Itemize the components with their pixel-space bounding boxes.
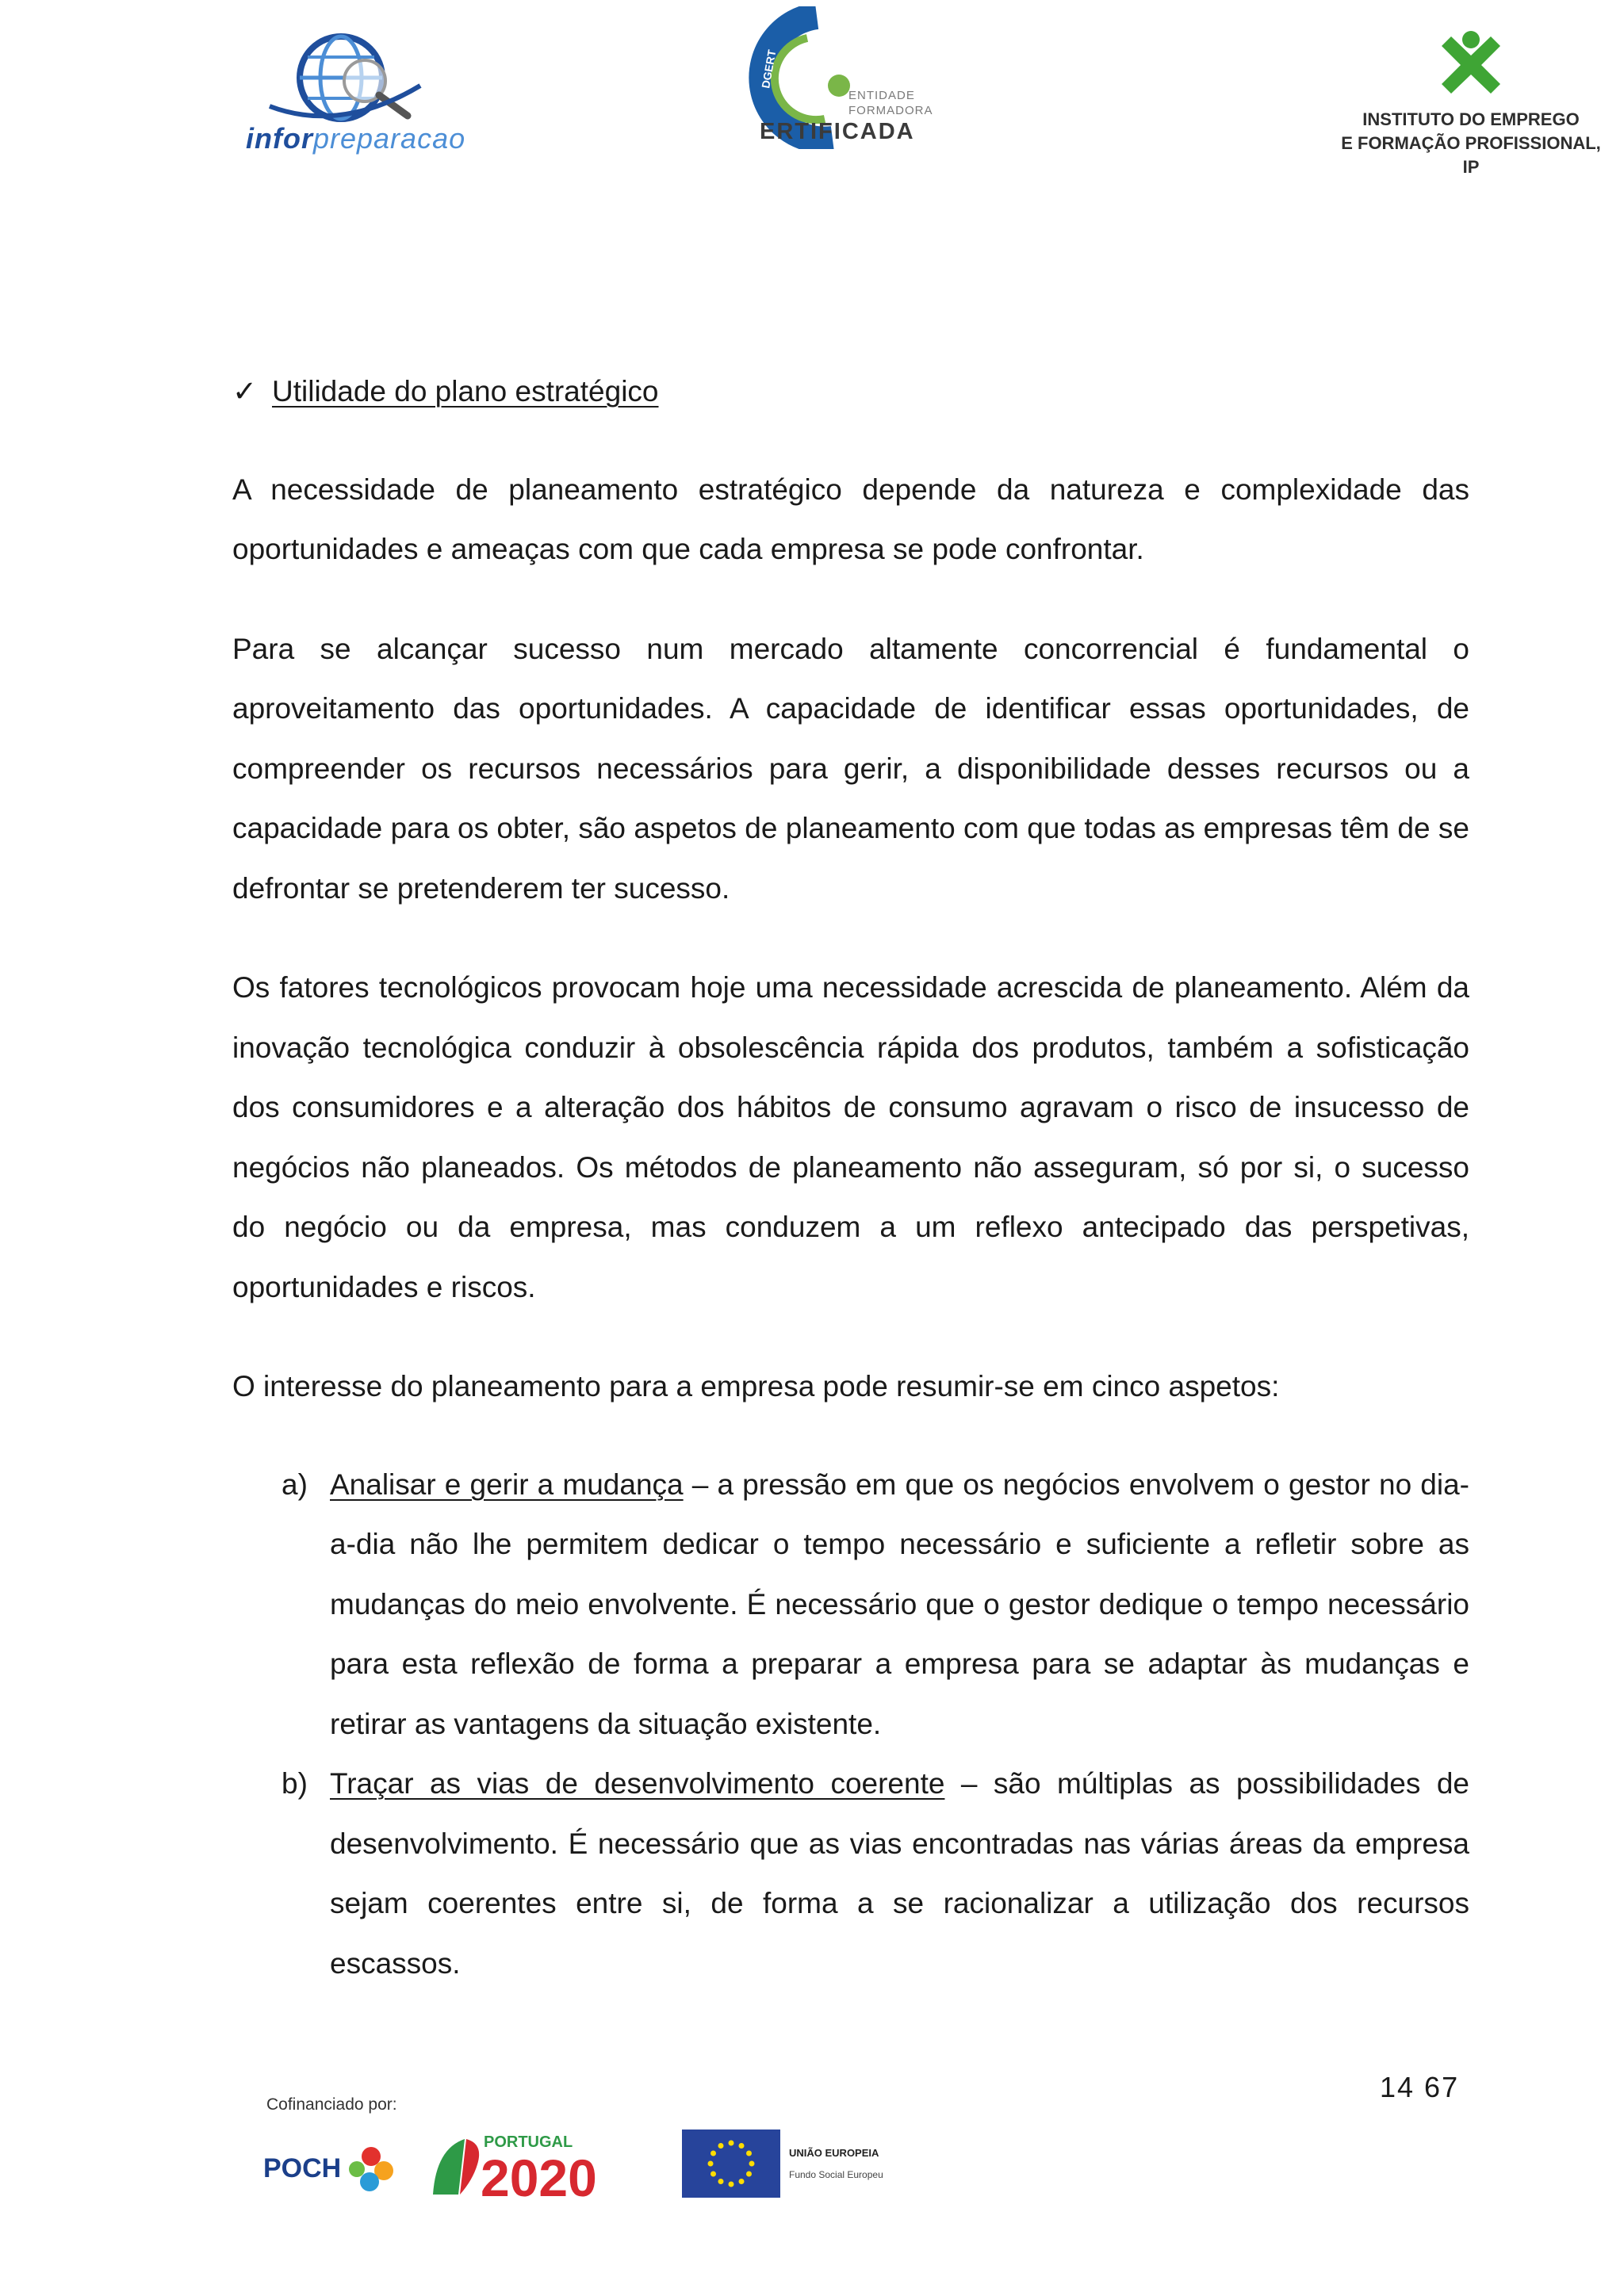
list-item-title: Traçar as vias de desenvolvimento coerente (330, 1767, 945, 1800)
eu-star-icon (739, 2143, 745, 2149)
iefp-logo (1340, 30, 1602, 177)
iefp-line2: E FORMAÇÃO PROFISSIONAL, IP (1341, 133, 1601, 177)
eu-star-icon (746, 2172, 752, 2177)
eu-star-icon (710, 2151, 716, 2156)
eu-fse-logo (682, 2130, 912, 2198)
logo-text-preparacao: preparacao (312, 122, 466, 155)
paragraph-4: O interesse do planeamento para a empresa pode resumir-se em cinco aspetos: (232, 1370, 1280, 1402)
inforpreparacao-wordmark (246, 122, 465, 155)
globe-magnifier-icon (238, 30, 468, 125)
eu-star-icon (710, 2172, 716, 2177)
page-number: 14 67 (1380, 2071, 1460, 2103)
list-item-text: – são múltiplas as possibilidades de desenvolvimento. É necessário que as vias encontradas nas várias áreas da empresa sejam coerentes entre si, de forma a se racionalizar a utilização dos recursos escassos. (330, 1767, 1469, 1980)
cofinanced-label: Cofinanciado por: (266, 2095, 397, 2114)
dgert-vertical-text: DGERT (759, 48, 779, 90)
aspects-list (232, 1455, 1469, 1994)
list-item-text: – a pressão em que os negócios envolvem o gestor no dia-a-dia não lhe permitem dedicar o tempo necessário e suficiente a refletir sobre as mudanças do meio envolvente. É necessário que o gestor dedique o tempo necessário para esta reflexão de forma a preparar a empresa para se adaptar às mudanças e retirar as vantagens da situação existente. (330, 1468, 1469, 1740)
eu-star-icon (718, 2143, 724, 2149)
eu-star-icon (746, 2151, 752, 2156)
iefp-line1: INSTITUTO DO EMPREGO (1362, 109, 1580, 129)
logo-text-infor: infor (246, 122, 313, 155)
poch-emblem-icon (260, 2125, 403, 2204)
section-heading (232, 362, 1469, 422)
list-item (232, 1455, 1469, 1755)
list-item-title: Analisar e gerir a mudança (330, 1468, 684, 1501)
paragraph-3: Os fatores tecnológicos provocam hoje uma necessidade acrescida de planeamento. Além da inovação tecnológica conduzir à obsolescência rápida dos produtos, também a sofisticação dos consumidores e a alteração dos hábitos de consumo agravam o risco de insucesso de negócios não planeados. Os métodos de planeamento não asseguram, só por si, o sucesso do negócio ou da empresa, mas conduzem a um reflexo antecipado das perspetivas, oportunidades e riscos. (232, 971, 1469, 1303)
poch-text: POCH (263, 2153, 342, 2183)
eu-star-icon (718, 2179, 724, 2184)
document-body (232, 362, 1469, 1993)
eu-star-icon (739, 2179, 745, 2184)
portugal-2020-logo (428, 2125, 650, 2204)
portugal-text: PORTUGAL (484, 2133, 573, 2151)
eu-star-icon (749, 2161, 755, 2167)
section-heading-text: Utilidade do plano estratégico (272, 375, 659, 408)
eu-star-icon (729, 2141, 734, 2146)
inforpreparacao-logo (238, 30, 468, 165)
dgert-certified-logo (714, 6, 933, 149)
esf-label: Fundo Social Europeu (789, 2169, 883, 2180)
iefp-name (1340, 108, 1602, 179)
list-item (232, 1754, 1469, 1993)
eu-label: UNIÃO EUROPEIA (789, 2147, 879, 2159)
eu-star-icon (729, 2182, 734, 2187)
poch-logo (260, 2125, 403, 2204)
list-marker: a) (282, 1468, 308, 1501)
paragraph-1: A necessidade de planeamento estratégico depende da natureza e complexidade das oportunidades e ameaças com que cada empresa se pode confrontar. (232, 473, 1469, 565)
paragraph-2: Para se alcançar sucesso num mercado altamente concorrencial é fundamental o aproveitamento das oportunidades. A capacidade de identificar essas oportunidades, de compreender os recursos necessários para gerir, a disponibilidade desses recursos ou a capacidade para os obter, são aspetos de planeamento com que todas as empresas têm de se defrontar se pretenderem ter sucesso. (232, 632, 1469, 905)
eu-star-icon (708, 2161, 714, 2167)
checkmark-icon: ✓ (232, 375, 258, 408)
dgert-title: ERTIFICADA (760, 119, 915, 144)
eu-flag-icon (682, 2130, 780, 2198)
iefp-cross-icon (1340, 30, 1602, 101)
list-marker: b) (282, 1767, 308, 1800)
p2020-text: 2020 (481, 2149, 597, 2204)
dgert-subtitle: ENTIDADE FORMADORA (848, 89, 933, 117)
portugal-2020-emblem-icon (428, 2125, 650, 2204)
